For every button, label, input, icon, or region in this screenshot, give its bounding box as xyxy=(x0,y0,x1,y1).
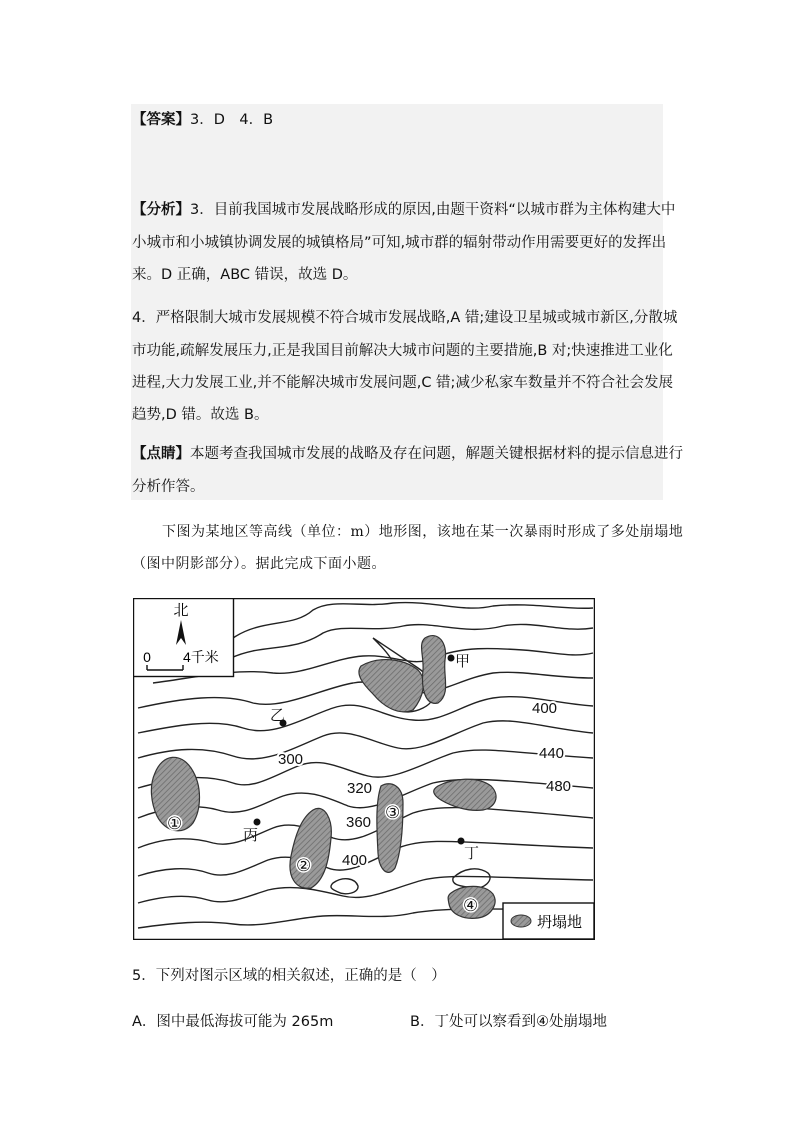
analysis-line-5: 市功能,疏解发展压力,正是我国目前解决大城市问题的主要措施,B 对;快速推进工业化 xyxy=(132,343,673,359)
answer-line xyxy=(132,110,273,130)
place-bing: 丙 xyxy=(243,827,259,844)
contour-map xyxy=(133,598,595,940)
contour-label-480: 480 xyxy=(546,778,572,795)
analysis-line-2: 小城市和小城镇协调发展的城镇格局”可知,城市群的辐射带动作用需要更好的发挥出 xyxy=(132,235,667,251)
analysis-line-4: 4．严格限制大城市发展规模不符合城市发展战略,A 错;建设卫星城或城市新区,分散城 xyxy=(132,310,678,326)
question-5-option-b[interactable]: B．丁处可以察看到④处崩塌地 xyxy=(410,1014,607,1030)
analysis-text-1: 3．目前我国城市发展战略形成的原因,由题干资料“以城市群为主体构建大中 xyxy=(190,202,676,218)
site-2: ② xyxy=(296,856,312,876)
site-4: ④ xyxy=(463,896,479,916)
north-label: 北 xyxy=(173,602,189,619)
comment-text-1: 本题考查我国城市发展的战略及存在问题，解题关键根据材料的提示信息进行 xyxy=(190,446,683,462)
contour-label-400-east: 400 xyxy=(532,700,558,717)
site-3: ③ xyxy=(385,803,401,823)
comment-line-2: 分析作答。 xyxy=(132,479,205,495)
legend-label: 坍塌地 xyxy=(537,914,583,931)
contour-label-300: 300 xyxy=(278,751,304,768)
contour-label-320: 320 xyxy=(347,780,373,797)
answer-label: 【答案】 xyxy=(132,112,190,128)
scale-zero: 0 xyxy=(143,649,151,665)
analysis-line-1 xyxy=(132,200,675,220)
question-5-stem: 5．下列对图示区域的相关叙述，正确的是（ ） xyxy=(132,968,446,984)
site-1: ① xyxy=(167,814,183,834)
analysis-label: 【分析】 xyxy=(132,202,190,218)
scale-four: 4千米 xyxy=(183,649,219,665)
intro-line-2: （图中阴影部分）。据此完成下面小题。 xyxy=(132,556,386,572)
legend-swatch xyxy=(511,915,531,927)
analysis-line-3: 来。D 正确，ABC 错误，故选 D。 xyxy=(132,267,358,283)
intro-line-1: 下图为某地区等高线（单位：m）地形图，该地在某一次暴雨时形成了多处崩塌地 xyxy=(162,524,684,540)
analysis-line-6: 进程,大力发展工业,并不能解决城市发展问题,C 错;减少私家车数量并不符合社会发展 xyxy=(132,375,673,391)
place-ding: 丁 xyxy=(464,845,480,862)
comment-label: 【点睛】 xyxy=(132,446,190,462)
contour-label-440: 440 xyxy=(539,745,565,762)
answer-text: 3．D 4．B xyxy=(190,112,274,128)
contour-label-400-south: 400 xyxy=(342,852,368,869)
comment-line-1 xyxy=(132,444,683,464)
answer-analysis-box xyxy=(131,104,663,500)
place-jia: 甲 xyxy=(455,653,471,670)
collapse-area-north-b xyxy=(422,636,446,704)
question-5-option-a[interactable]: A．图中最低海拔可能为 265m xyxy=(132,1014,334,1030)
analysis-line-7: 趋势,D 错。故选 B。 xyxy=(132,407,269,423)
place-yi: 乙 xyxy=(270,707,286,724)
contour-label-360: 360 xyxy=(346,814,372,831)
